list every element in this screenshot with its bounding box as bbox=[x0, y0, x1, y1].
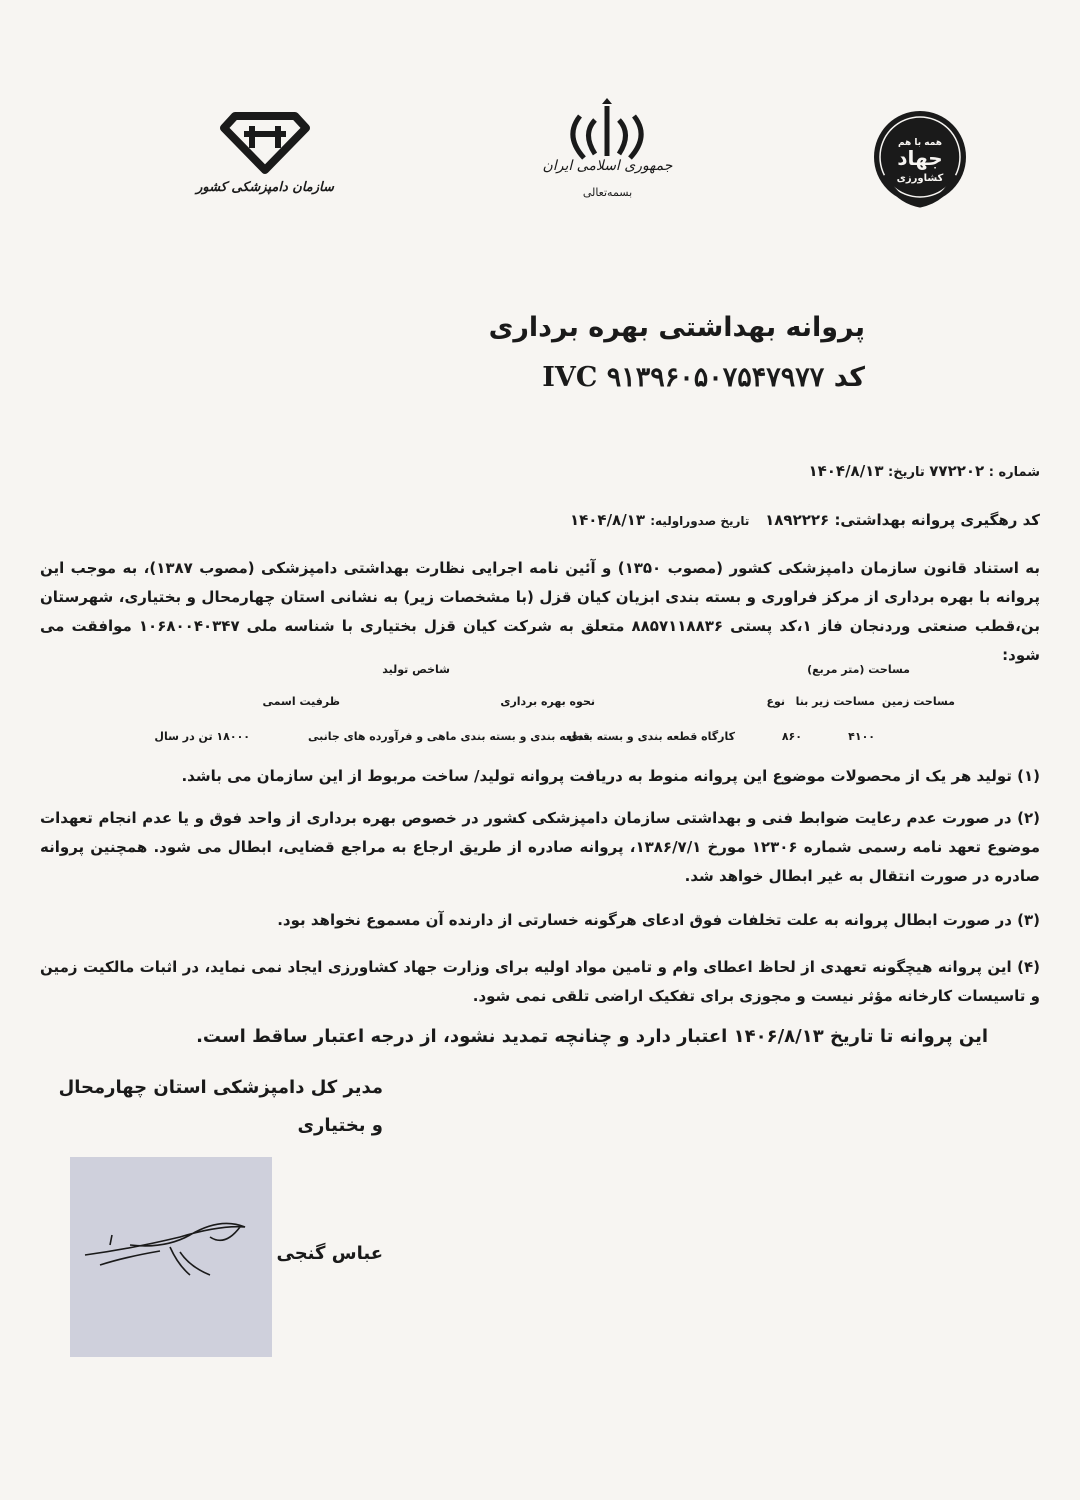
cell-built-area: ۸۶۰ bbox=[781, 730, 802, 743]
cell-capacity: ۱۸۰۰۰ تن در سال bbox=[154, 730, 250, 743]
tracking-row bbox=[570, 511, 1040, 529]
signature-stamp-area bbox=[70, 1157, 272, 1357]
code-label: کد bbox=[833, 362, 865, 393]
svg-text:جهاد: جهاد bbox=[897, 146, 943, 170]
cell-land-area: ۴۱۰۰ bbox=[848, 730, 875, 743]
tracking-label: کد رهگیری پروانه بهداشتی: bbox=[834, 511, 1040, 529]
intro-paragraph: به استناد قانون سازمان دامپزشکی کشور (مصوب ۱۳۵۰) و آئین نامه اجرایی نظارت بهداشتی دامپزشکی (مصوب ۱۳۸۷)، به موجب این پروانه با بهره برداری از مرکز فراوری و بسته بندی ابزیان کیان قزل (با مشخصات زیر) به نشانی استان چهارمحال و بختیاری، شهرستان بن،قطب صنعتی وردنجان فاز ۱،کد پستی ۸۸۵۷۱۱۸۸۳۶ متعلق به شرکت کیان قزل بختیاری با شناسه ملی ۱۰۶۸۰۰۴۰۳۴۷ موافقت می شود: bbox=[40, 559, 1040, 664]
logo-left-caption: سازمان دامپزشکی کشور bbox=[196, 180, 334, 195]
col-capacity: ظرفیت اسمی bbox=[262, 695, 340, 708]
clause-2: (۲) در صورت عدم رعایت ضوابط فنی و بهداشتی سازمان دامپزشکی کشور در خصوص بهره برداری از واحد فوق و یا عدم انجام تعهدات موضوع تعهد نامه رسمی شماره ۱۲۳۰۶ مورخ ۱۳۸۶/۷/۱، پروانه صادره از طریق ارجاع به مراجع قضایی، ابطال می شود. همچنین پروانه صادره در صورت انتقال به غیر ابطال خواهد شد. bbox=[40, 809, 1040, 885]
jehad-keshavarzi-logo bbox=[865, 105, 975, 215]
issue-value: ۱۴۰۴/۸/۱۳ bbox=[569, 511, 645, 529]
number-date-row bbox=[808, 462, 1040, 480]
clause-4: (۴) این پروانه هیچگونه تعهدی از لحاظ اعطای وام و تامین مواد اولیه برای وزارت جهاد کشاورزی ایجاد نمی نماید، در اثبات مالکیت زمین و تاسیسات کارخانه مؤثر نیست و مجوزی برای تفکیک اراضی تلقی نمی شود. bbox=[40, 958, 1040, 1005]
code-value: IVC ۹۱۳۹۶۰۵۰۷۵۴۷۹۷۷ bbox=[542, 362, 825, 393]
number-label: شماره : bbox=[988, 465, 1040, 480]
tracking-value: ۱۸۹۲۲۲۶ bbox=[765, 511, 830, 529]
signatory-title-line2: و بختیاری bbox=[297, 1115, 383, 1136]
date-value: ۱۴۰۴/۸/۱۳ bbox=[808, 462, 884, 480]
col-built-area: مساحت زیر بنا bbox=[795, 695, 875, 708]
date-label: تاریخ: bbox=[888, 465, 925, 480]
signatory-name: عباس گنجی bbox=[276, 1243, 383, 1264]
clause-3: (۳) در صورت ابطال پروانه به علت تخلفات فوق ادعای هرگونه خسارتی از دارنده آن مسموع نخواهد بود. bbox=[277, 911, 1040, 929]
signature bbox=[70, 1157, 272, 1357]
clause-1: (۱) تولید هر یک از محصولات موضوع این پروانه منوط به دریافت پروانه تولید/ ساخت مربوط از این سازمان می باشد. bbox=[181, 767, 1040, 785]
validity-statement: این پروانه تا تاریخ ۱۴۰۶/۸/۱۳ اعتبار دارد و چنانچه تمدید نشود، از درجه اعتبار ساقط است. bbox=[196, 1026, 988, 1047]
col-land-area: مساحت زمین bbox=[881, 695, 955, 708]
number-value: ۷۷۲۲۰۲ bbox=[929, 462, 985, 480]
area-header: مساحت (متر مربع) bbox=[807, 663, 910, 676]
cell-type: کارگاه قطعه بندی و بسته بندی bbox=[567, 730, 735, 743]
col-method: نحوه بهره برداری bbox=[500, 695, 595, 708]
svg-text:همه با هم: همه با هم bbox=[897, 138, 943, 148]
issue-label: تاریخ صدوراولیه: bbox=[650, 514, 750, 528]
production-header: شاخص تولید bbox=[382, 663, 450, 676]
cell-method: قطعه بندی و بسته بندی ماهی و فرآورده های جانبی bbox=[307, 730, 590, 743]
emblem-caption: جمهوری اسلامی ایران bbox=[542, 158, 673, 174]
signatory-title-line1: مدیر کل دامپزشکی استان چهارمحال bbox=[58, 1077, 383, 1098]
svg-text:کشاورزی: کشاورزی bbox=[896, 173, 944, 184]
col-type: نوع bbox=[766, 695, 785, 708]
basmala: بسمه‌تعالی bbox=[582, 186, 633, 199]
license-code bbox=[542, 362, 865, 393]
document-title: پروانه بهداشتی بهره برداری bbox=[488, 312, 865, 343]
